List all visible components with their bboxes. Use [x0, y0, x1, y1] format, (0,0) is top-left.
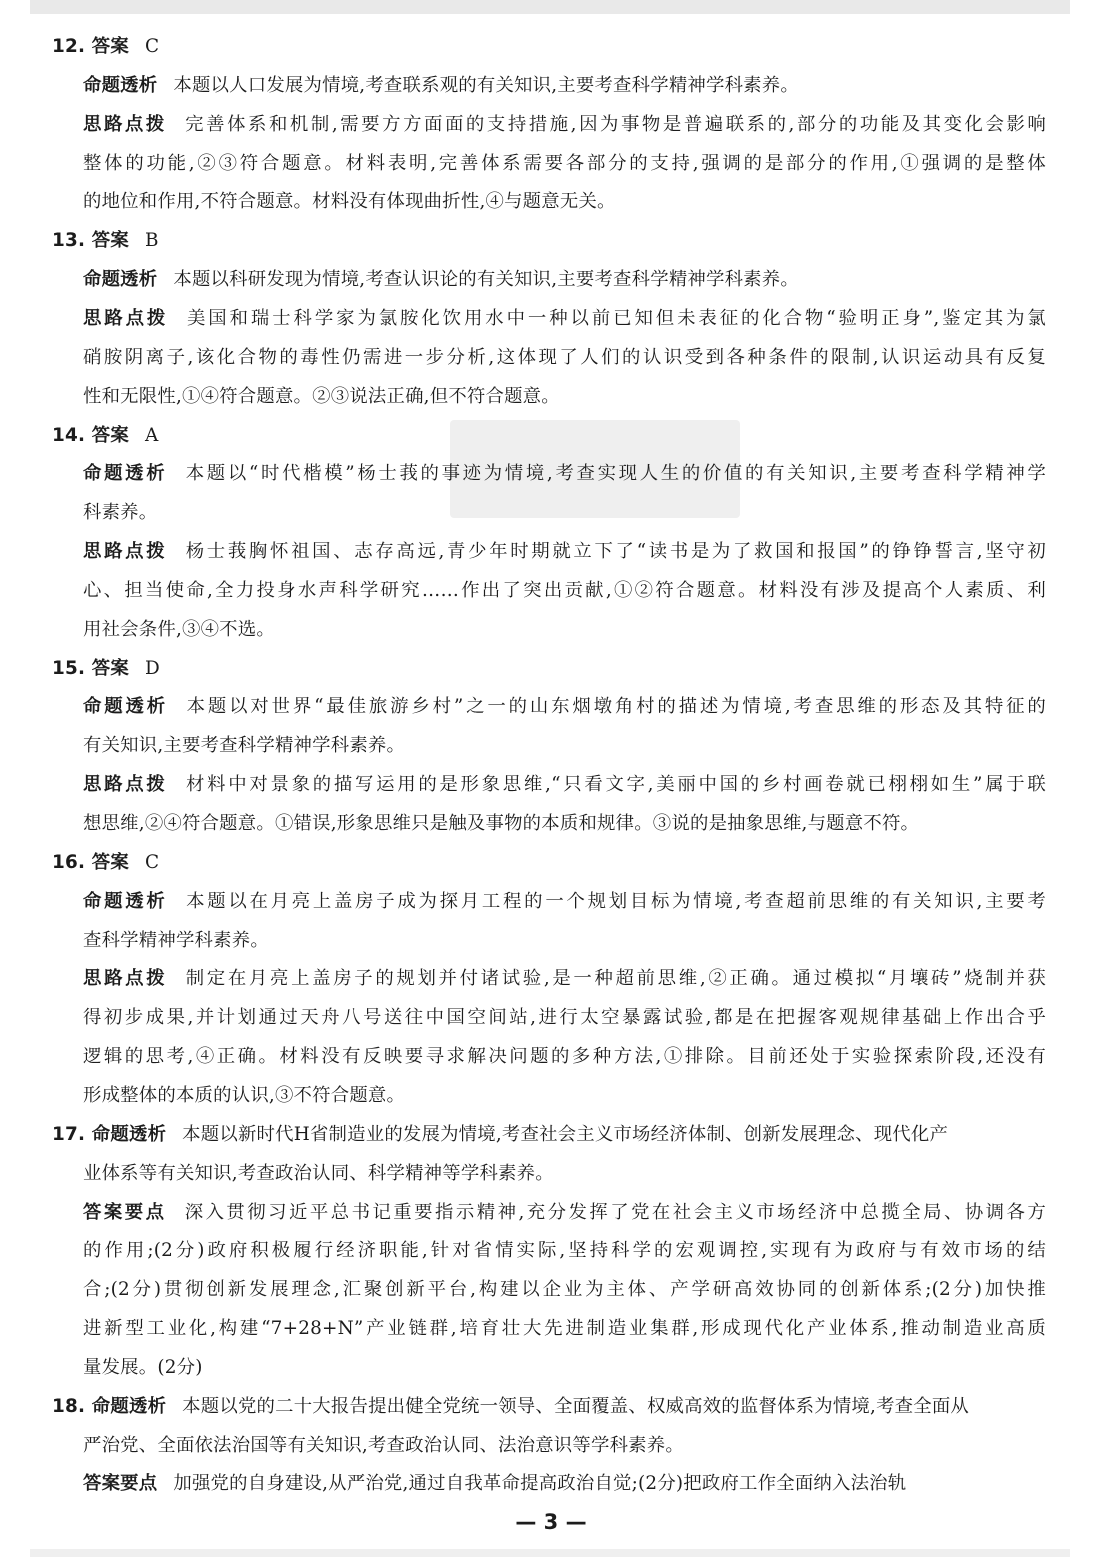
section-first-line	[83, 964, 1046, 994]
item-label: 命题透析	[91, 1395, 167, 1417]
section-line	[83, 809, 1046, 839]
section-line	[83, 382, 1046, 412]
item-label: 命题透析	[91, 1123, 167, 1145]
section-line	[83, 1353, 1046, 1383]
item-number: 14.	[52, 424, 92, 446]
section-first-line	[83, 71, 1046, 101]
line-text: 杨士莪胸怀祖国、志存高远,青少年时期就立下了“读书是为了救国和报国”的铮铮誓言,坚守初	[183, 541, 1046, 563]
line-text: 用社会条件,③④不选。	[83, 618, 275, 640]
line-text: 形成整体的本质的认识,③不符合题意。	[83, 1084, 406, 1106]
item-header	[52, 1392, 1046, 1422]
section-first-line	[83, 304, 1046, 334]
section-line	[83, 1275, 1046, 1305]
line-text: 的作用;(2分)政府积极履行经济职能,针对省情实际,坚持科学的宏观调控,实现有为政府与有效市场的结	[83, 1240, 1046, 1262]
section-line	[83, 731, 1046, 761]
line-text: 整体的功能,②③符合题意。材料表明,完善体系需要各部分的支持,强调的是部分的作用,①强调的是整体	[83, 152, 1046, 174]
item-number: 15.	[52, 657, 92, 679]
section-first-line	[83, 692, 1046, 722]
section-first-line	[83, 1198, 1046, 1228]
line-text: 得初步成果,并计划通过天舟八号送往中国空间站,进行太空暴露试验,都是在把握客观规律基础上作出合乎	[83, 1007, 1046, 1029]
section-line	[83, 926, 1046, 956]
section-first-line	[83, 1469, 1046, 1499]
item-header-text: 本题以党的二十大报告提出健全党统一领导、全面覆盖、权威高效的监督体系为情境,考查全面从	[182, 1395, 970, 1417]
item-header	[52, 226, 1046, 256]
item-number: 16.	[52, 851, 92, 873]
line-text: 本题以科研发现为情境,考查认识论的有关知识,主要考查科学精神学科素养。	[173, 269, 799, 291]
item-label: 答案	[91, 424, 129, 446]
line-text: 业体系等有关知识,考查政治认同、科学精神等学科素养。	[83, 1162, 554, 1184]
section-line	[83, 615, 1046, 645]
item-number: 18.	[52, 1395, 92, 1417]
line-text: 的地位和作用,不符合题意。材料没有体现曲折性,④与题意无关。	[83, 191, 616, 213]
item-header	[52, 32, 1046, 62]
item-number: 13.	[52, 230, 92, 252]
section-label: 思路点拨	[83, 307, 169, 329]
line-text: 本题以人口发展为情境,考查联系观的有关知识,主要考查科学精神学科素养。	[173, 74, 799, 96]
line-text: 查科学精神学科素养。	[83, 929, 269, 951]
line-text: 本题以对世界“最佳旅游乡村”之一的山东烟墩角村的描述为情境,考查思维的形态及其特征的	[184, 696, 1046, 718]
item-header	[52, 654, 1046, 684]
line-text: 深入贯彻习近平总书记重要指示精神,充分发挥了党在社会主义市场经济中总揽全局、协调各方	[182, 1201, 1046, 1223]
line-text: 材料中对景象的描写运用的是形象思维,“只看文字,美丽中国的乡村画卷就已栩栩如生”属于联	[183, 774, 1046, 796]
page-number: — 3 —	[515, 1510, 587, 1534]
section-label: 命题透析	[83, 74, 158, 96]
section-line	[83, 1081, 1046, 1111]
section-label: 答案要点	[83, 1473, 158, 1495]
section-label: 命题透析	[83, 269, 158, 291]
section-line	[83, 343, 1046, 373]
line-text: 逻辑的思考,④正确。材料没有反映要寻求解决问题的多种方法,①排除。目前还处于实验探索阶段,还没有	[83, 1046, 1046, 1068]
item-header-continuation	[83, 1159, 1046, 1189]
section-label: 命题透析	[83, 890, 168, 912]
line-text: 美国和瑞士科学家为氯胺化饮用水中一种以前已知但未表征的化合物“验明正身”,鉴定其为氯	[184, 307, 1046, 329]
item-header	[52, 848, 1046, 878]
section-label: 思路点拨	[83, 774, 168, 796]
section-line	[83, 576, 1046, 606]
item-number: 12.	[52, 36, 92, 57]
line-text: 加强党的自身建设,从严治党,通过自我革命提高政治自觉;(2分)把政府工作全面纳入法治轨	[173, 1473, 907, 1495]
section-label: 答案要点	[83, 1201, 167, 1223]
section-line	[83, 1042, 1046, 1072]
item-label: 答案	[91, 230, 129, 252]
section-line	[83, 1314, 1046, 1344]
item-header-text: A	[144, 424, 159, 446]
line-text: 严治党、全面依法治国等有关知识,考查政治认同、法治意识等学科素养。	[83, 1434, 684, 1456]
line-text: 合;(2分)贯彻创新发展理念,汇聚创新平台,构建以企业为主体、产学研高效协同的创新体系;(2分)加快推	[83, 1279, 1046, 1301]
line-text: 进新型工业化,构建“7+28+N”产业链群,培育壮大先进制造业集群,形成现代化产业体系,推动制造业高质	[83, 1318, 1046, 1340]
line-text: 本题以“时代楷模”杨士莪的事迹为情境,考查实现人生的价值的有关知识,主要考查科学精神学	[183, 463, 1046, 485]
item-header-text: 本题以新时代H省制造业的发展为情境,考查社会主义市场经济体制、创新发展理念、现代化产	[182, 1123, 949, 1145]
line-text: 本题以在月亮上盖房子成为探月工程的一个规划目标为情境,考查超前思维的有关知识,主要考	[183, 890, 1046, 912]
item-header	[52, 1120, 1046, 1150]
section-first-line	[83, 887, 1046, 917]
section-first-line	[83, 770, 1046, 800]
item-number: 17.	[52, 1123, 92, 1145]
section-line	[83, 1003, 1046, 1033]
line-text: 制定在月亮上盖房子的规划并付诸试验,是一种超前思维,②正确。通过模拟“月壤砖”烧制并获	[183, 968, 1046, 990]
line-text: 量发展。(2分)	[83, 1356, 203, 1378]
line-text: 科素养。	[83, 502, 158, 524]
item-label: 答案	[91, 657, 129, 679]
section-label: 思路点拨	[83, 541, 168, 563]
section-line	[83, 149, 1046, 179]
section-line	[83, 1236, 1046, 1266]
item-header-text: B	[144, 230, 159, 252]
section-label: 命题透析	[83, 463, 168, 485]
line-text: 硝胺阴离子,该化合物的毒性仍需进一步分析,这体现了人们的认识受到各种条件的限制,认识运动具有反复	[83, 346, 1046, 368]
section-first-line	[83, 537, 1046, 567]
section-label: 思路点拨	[83, 968, 168, 990]
item-header-continuation	[83, 1431, 1046, 1461]
page-top-edge	[30, 0, 1070, 14]
page-bottom-edge	[30, 1549, 1070, 1557]
line-text: 有关知识,主要考查科学精神学科素养。	[83, 735, 406, 757]
section-line	[83, 498, 1046, 528]
section-line	[83, 187, 1046, 217]
section-first-line	[83, 459, 1046, 489]
item-label: 答案	[91, 36, 129, 57]
item-label: 答案	[91, 851, 129, 873]
line-text: 性和无限性,①④符合题意。②③说法正确,但不符合题意。	[83, 385, 560, 407]
section-label: 命题透析	[83, 696, 168, 718]
section-first-line	[83, 110, 1046, 140]
item-header-text: C	[144, 36, 160, 57]
item-header	[52, 421, 1046, 451]
section-label: 思路点拨	[83, 113, 167, 135]
line-text: 想思维,②④符合题意。①错误,形象思维只是触及事物的本质和规律。③说的是抽象思维,与题意不符。	[83, 813, 920, 834]
section-first-line	[83, 265, 1046, 295]
line-text: 完善体系和机制,需要方方面面的支持措施,因为事物是普遍联系的,部分的功能及其变化会影响	[182, 113, 1047, 135]
item-header-text: C	[144, 851, 160, 873]
item-header-text: D	[144, 657, 160, 679]
line-text: 心、担当使命,全力投身水声科学研究……作出了突出贡献,①②符合题意。材料没有涉及提高个人素质、利	[83, 579, 1046, 601]
